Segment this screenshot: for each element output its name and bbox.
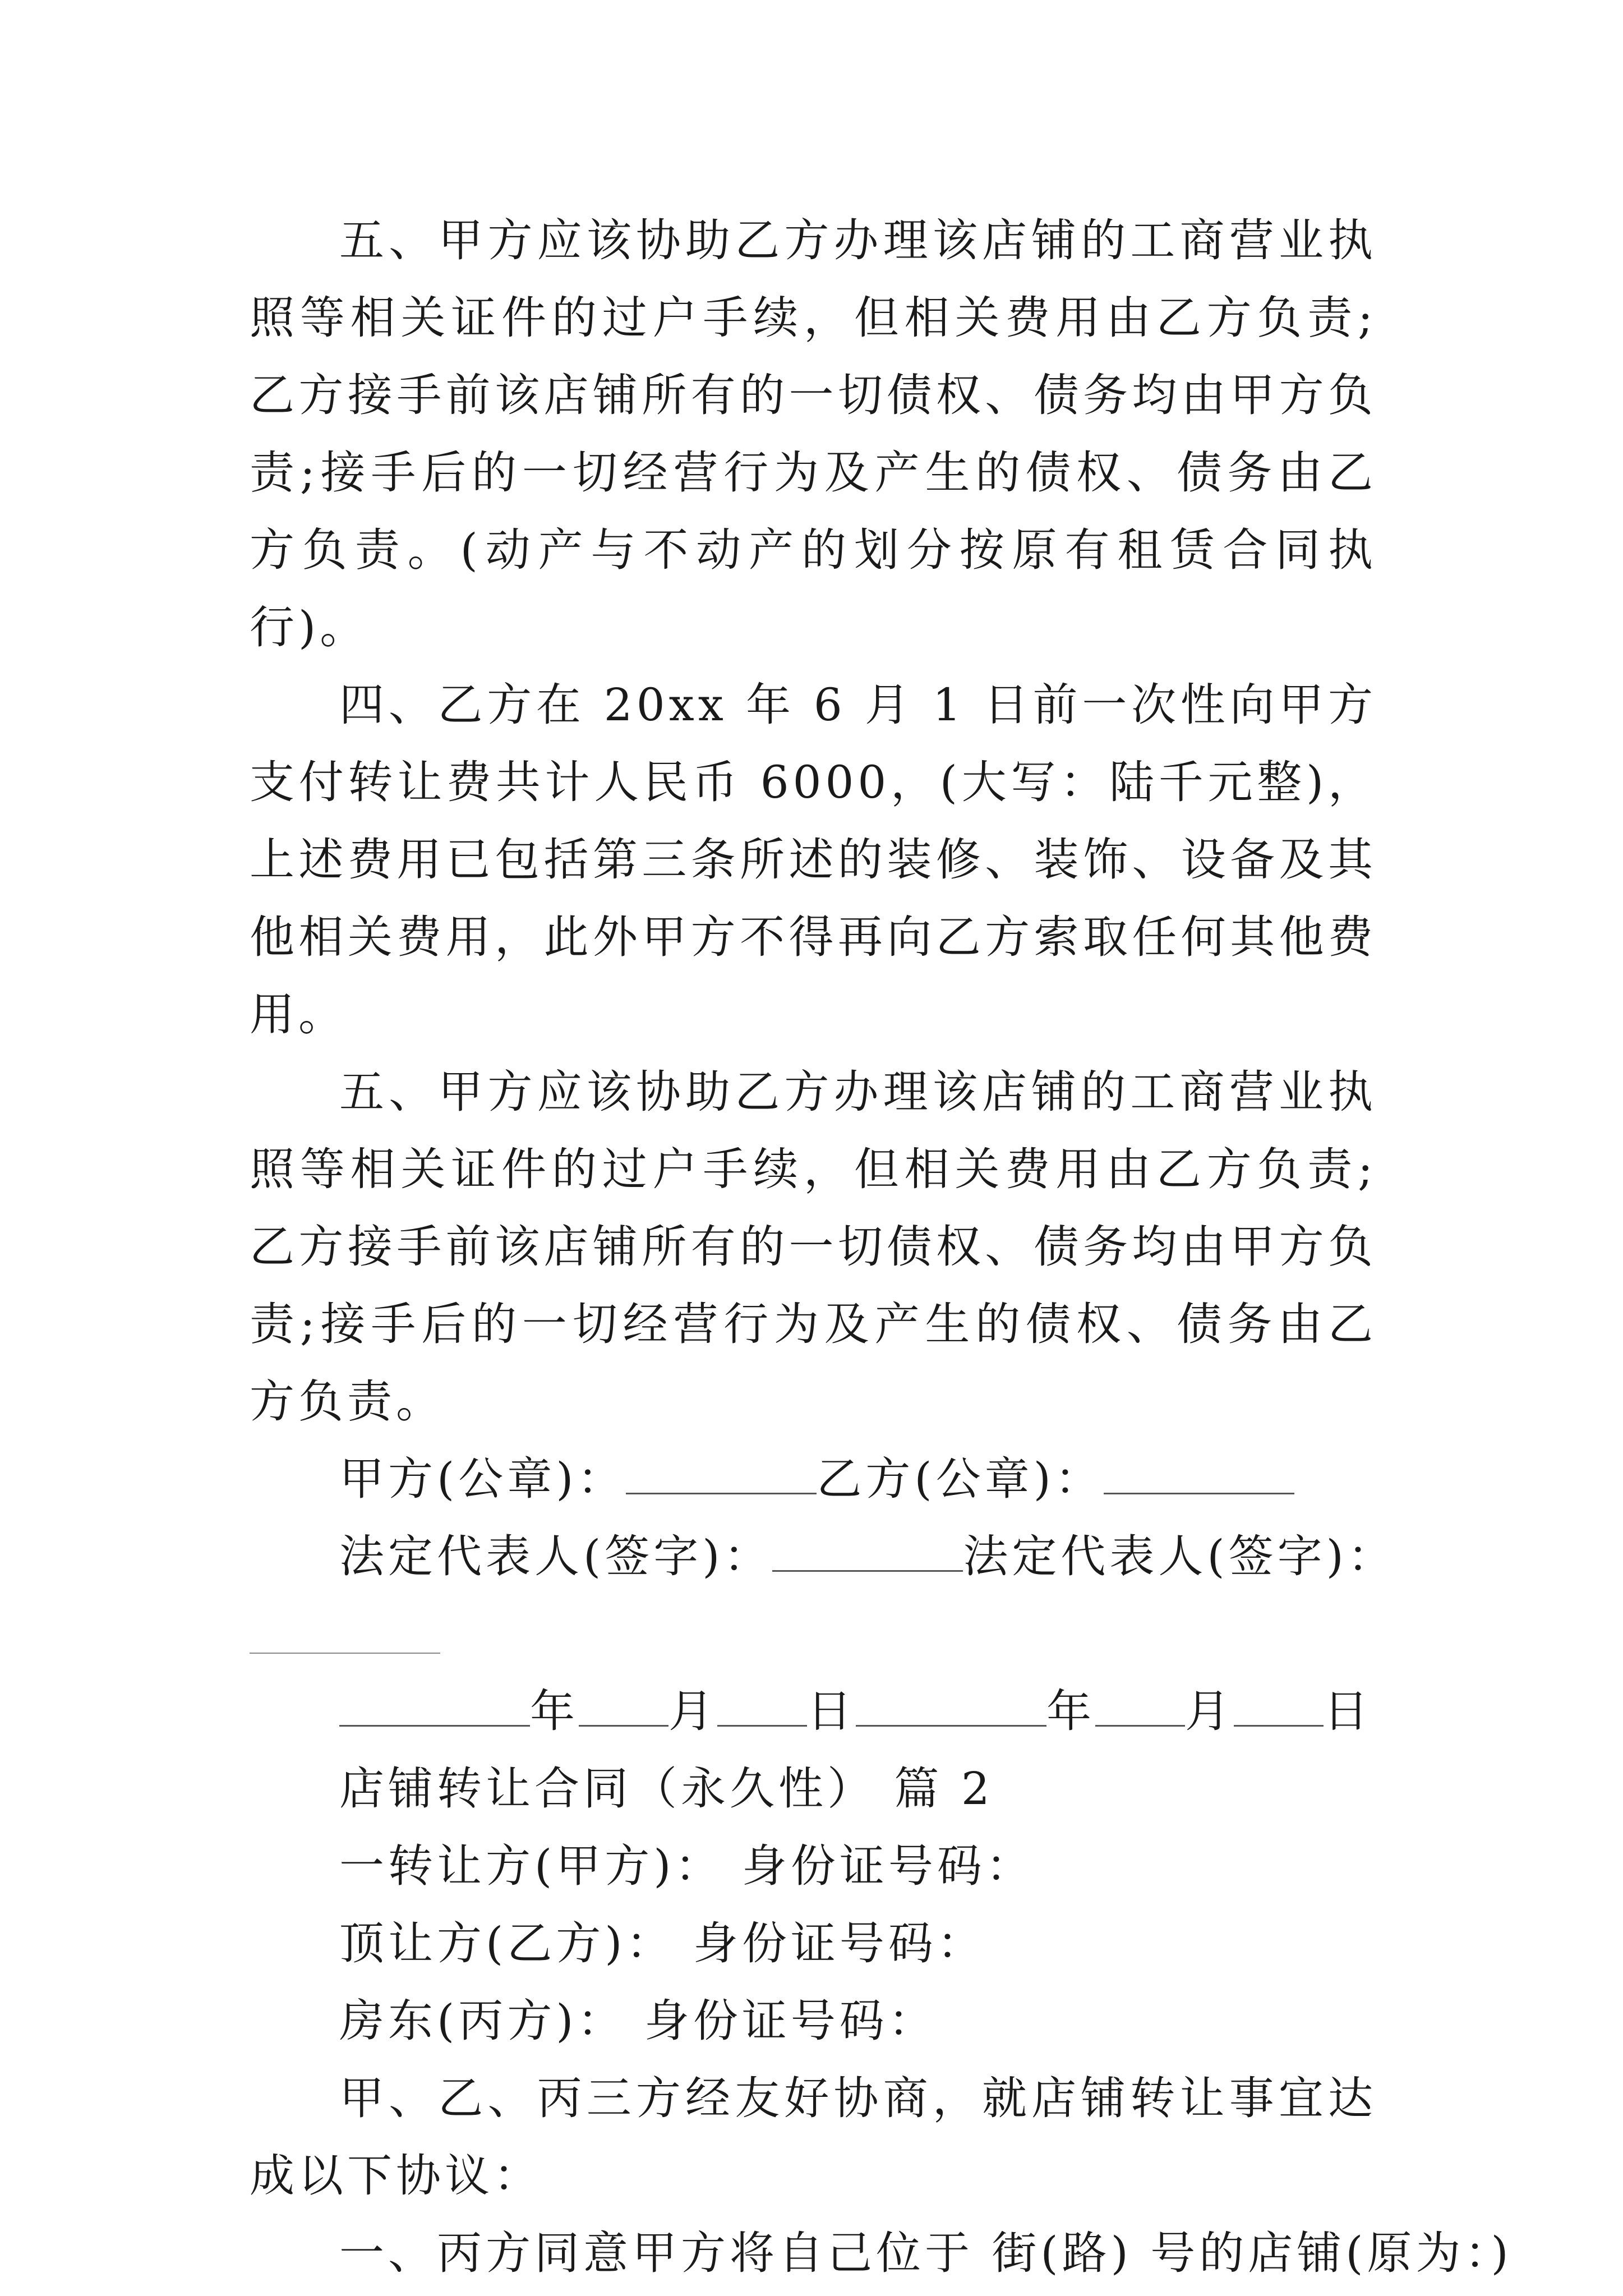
- date-a-month-label: 月: [668, 1685, 717, 1737]
- representative-line: [250, 1518, 1396, 1595]
- date-b-year-blank: [856, 1690, 1046, 1727]
- date-a-month-blank: [579, 1690, 668, 1727]
- agreement-intro: 甲、乙、丙三方经友好协商，就店铺转让事宜达成以下协议：: [250, 2072, 1377, 2202]
- party-b-seal-label: 乙方(公章)：: [817, 1453, 1104, 1505]
- date-line: [250, 1673, 1377, 1750]
- paragraph-clause-5-b: 五、甲方应该协助乙方办理该店铺的工商营业执照等相关证件的过户手续，但相关费用由乙方负责;乙方接手前该店铺所有的一切债权、债务均由甲方负责;接手后的一切经营行为及产生的债权、债务由乙方负责。: [250, 1066, 1377, 1428]
- party-a-seal-label: 甲方(公章)：: [339, 1453, 626, 1505]
- date-a-day-label: 日: [807, 1685, 856, 1737]
- rep-b-label: 法定代表人(签字)：: [963, 1530, 1396, 1582]
- landlord-line: 房东(丙方)： 身份证号码：: [339, 1995, 937, 2047]
- date-b-day-blank: [1234, 1690, 1324, 1727]
- rep-b-blank-row: [250, 1595, 1377, 1673]
- section-2-title: 店铺转让合同（永久性） 篇 2: [339, 1763, 994, 1815]
- seal-line: [250, 1441, 1377, 1518]
- party-a-seal-blank: [626, 1458, 817, 1494]
- rep-b-blank: [250, 1618, 440, 1654]
- date-b-month-blank: [1095, 1690, 1185, 1727]
- date-a-year-blank: [339, 1690, 530, 1727]
- paragraph-clause-5-a: 五、甲方应该协助乙方办理该店铺的工商营业执照等相关证件的过户手续，但相关费用由乙方负责;乙方接手前该店铺所有的一切债权、债务均由甲方负责;接手后的一切经营行为及产生的债权、债务由乙方负责。(动产与不动产的划分按原有租赁合同执行)。: [250, 214, 1377, 654]
- rep-a-label: 法定代表人(签字)：: [339, 1530, 773, 1582]
- date-b-day-label: 日: [1324, 1685, 1372, 1737]
- rep-a-blank: [772, 1535, 963, 1572]
- date-b-year-label: 年: [1046, 1685, 1095, 1737]
- party-b-seal-blank: [1104, 1458, 1294, 1494]
- date-a-day-blank: [717, 1690, 807, 1727]
- date-b-month-label: 月: [1185, 1685, 1234, 1737]
- transferee-line: 顶让方(乙方)： 身份证号码：: [339, 1917, 986, 1970]
- transferor-line: 一转让方(甲方)： 身份证号码：: [339, 1840, 1035, 1892]
- document-body: [250, 202, 1513, 2292]
- date-a-year-label: 年: [530, 1685, 579, 1737]
- clause-1-line: 一、丙方同意甲方将自己位于 街(路) 号的店铺(原为：): [339, 2227, 1513, 2279]
- paragraph-clause-4: 四、乙方在 20xx 年 6 月 1 日前一次性向甲方支付转让费共计人民币 6000，(大写：陆千元整)，上述费用已包括第三条所述的装修、装饰、设备及其他相关费用，此外甲方不得再向乙方索取任何其他费用。: [250, 679, 1377, 1041]
